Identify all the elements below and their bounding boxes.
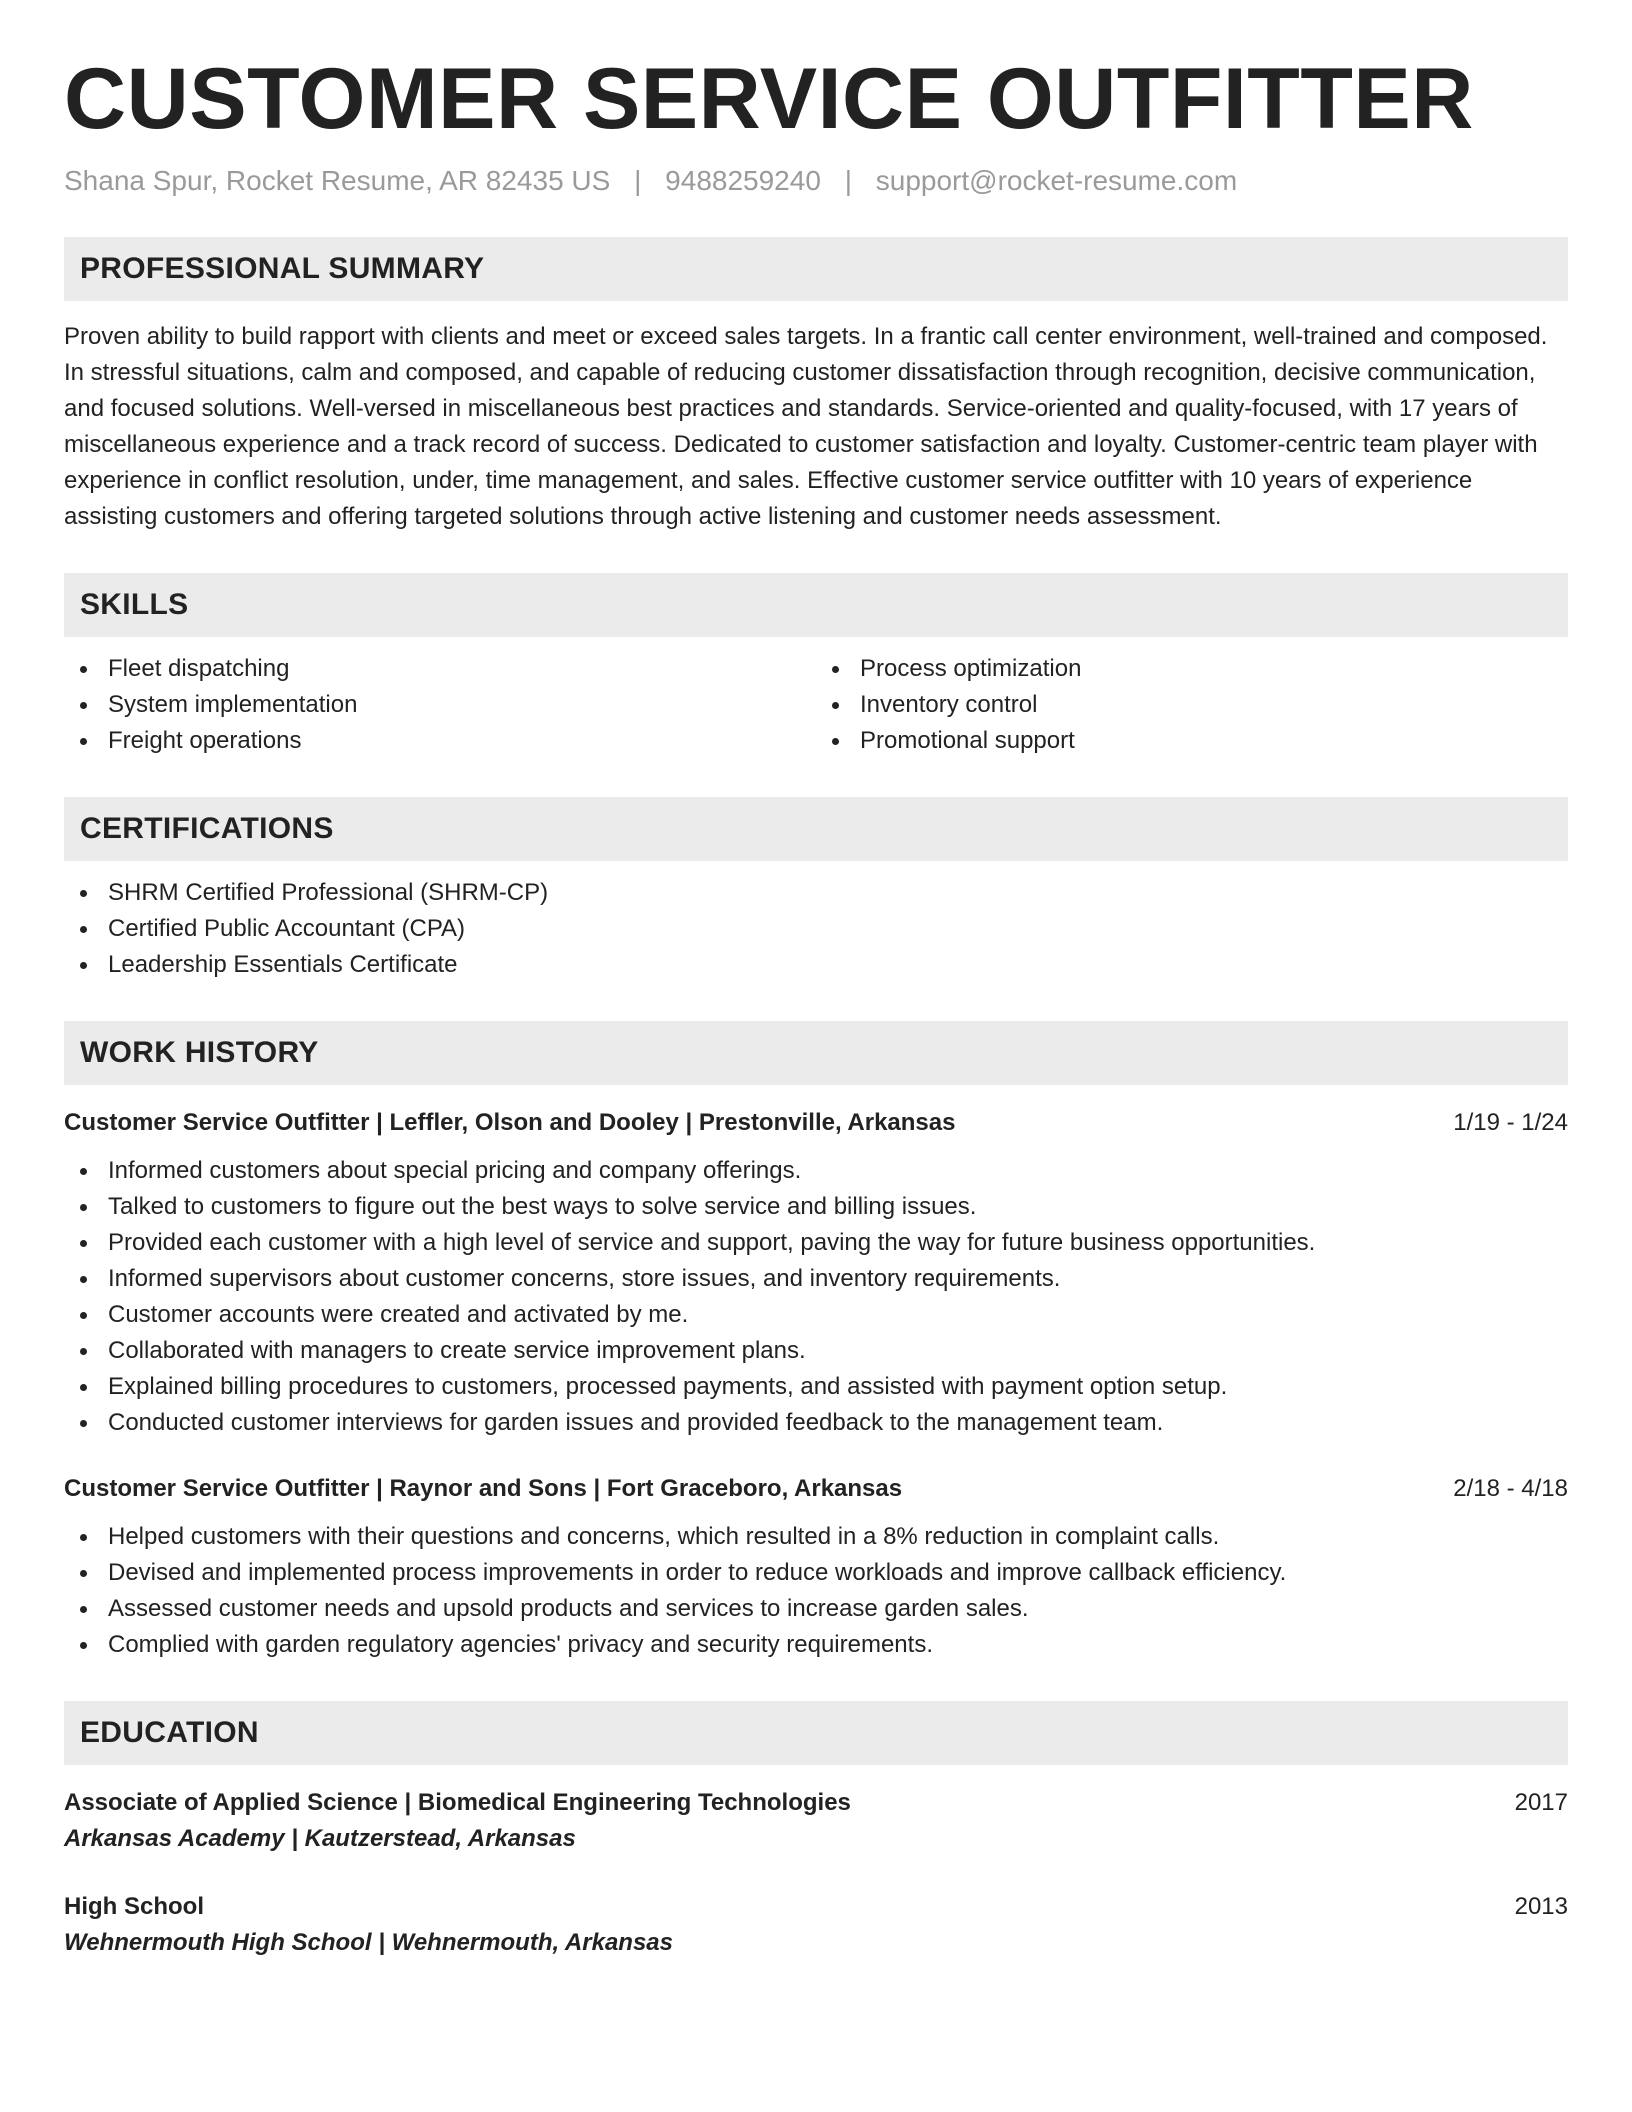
- contact-separator: |: [634, 164, 642, 196]
- education-school: Wehnermouth High School | Wehnermouth, Arkansas: [64, 1928, 673, 1956]
- job-duty: Conducted customer interviews for garden issues and provided feedback to the management team.: [64, 1405, 1568, 1441]
- skill-item: Process optimization: [816, 651, 1568, 687]
- certification-item: SHRM Certified Professional (SHRM-CP): [64, 875, 1568, 911]
- education-school: Arkansas Academy | Kautzerstead, Arkansas: [64, 1824, 576, 1852]
- certification-item: Certified Public Accountant (CPA): [64, 911, 1568, 947]
- resume-title: CUSTOMER SERVICE OUTFITTER: [64, 51, 1474, 147]
- section-header-work-history: WORK HISTORY: [64, 1021, 1568, 1085]
- job-title: Customer Service Outfitter | Raynor and Sons | Fort Graceboro, Arkansas: [64, 1474, 903, 1502]
- job-duty: Informed customers about special pricing and company offerings.: [64, 1153, 1568, 1189]
- job-duty: Customer accounts were created and activated by me.: [64, 1297, 1568, 1333]
- job-header: [64, 1471, 1568, 1507]
- section-header-summary: PROFESSIONAL SUMMARY: [64, 237, 1568, 301]
- skills-list: [64, 637, 1568, 759]
- section-header-skills: SKILLS: [64, 573, 1568, 637]
- education-header: [64, 1785, 1568, 1821]
- contact-separator: |: [844, 164, 852, 196]
- certifications-list: [64, 875, 1568, 983]
- job-duty: Helped customers with their questions and concerns, which resulted in a 8% reduction in complaint calls.: [64, 1519, 1568, 1555]
- job-duty: Informed supervisors about customer concerns, store issues, and inventory requirements.: [64, 1261, 1568, 1297]
- job-duty: Provided each customer with a high level of service and support, paving the way for future business opportunities.: [64, 1225, 1568, 1261]
- contact-line: [64, 163, 1568, 199]
- education-entry: [64, 1889, 1568, 1961]
- section-header-education: EDUCATION: [64, 1701, 1568, 1765]
- skill-item: Promotional support: [816, 723, 1568, 759]
- education-degree: Associate of Applied Science | Biomedical Engineering Technologies: [64, 1788, 851, 1816]
- skill-item: Inventory control: [816, 687, 1568, 723]
- contact-phone: 9488259240: [665, 164, 821, 196]
- job-title: Customer Service Outfitter | Leffler, Olson and Dooley | Prestonville, Arkansas: [64, 1108, 956, 1136]
- contact-email: support@rocket-resume.com: [875, 164, 1238, 196]
- education-entry: [64, 1785, 1568, 1857]
- job-duties-list: [64, 1153, 1568, 1441]
- certification-item: Leadership Essentials Certificate: [64, 947, 1568, 983]
- job-duty: Devised and implemented process improvements in order to reduce workloads and improve callback efficiency.: [64, 1555, 1568, 1591]
- job-entry: [64, 1471, 1568, 1663]
- education-header: [64, 1889, 1568, 1925]
- education-year: 2013: [1514, 1892, 1568, 1920]
- job-duty: Collaborated with managers to create service improvement plans.: [64, 1333, 1568, 1369]
- job-duty: Assessed customer needs and upsold products and services to increase garden sales.: [64, 1591, 1568, 1627]
- education-degree: High School: [64, 1892, 204, 1920]
- section-header-certifications: CERTIFICATIONS: [64, 797, 1568, 861]
- skills-column-left: [64, 651, 816, 759]
- job-duty: Talked to customers to figure out the best ways to solve service and billing issues.: [64, 1189, 1568, 1225]
- job-dates: 2/18 - 4/18: [1453, 1474, 1568, 1502]
- skill-item: Freight operations: [64, 723, 816, 759]
- job-header: [64, 1105, 1568, 1141]
- job-entry: [64, 1105, 1568, 1441]
- job-duty: Explained billing procedures to customers, processed payments, and assisted with payment option setup.: [64, 1369, 1568, 1405]
- job-duties-list: [64, 1519, 1568, 1663]
- skill-item: System implementation: [64, 687, 816, 723]
- job-dates: 1/19 - 1/24: [1453, 1108, 1568, 1136]
- summary-text: Proven ability to build rapport with clients and meet or exceed sales targets. In a frantic call center environment, well-trained and composed. In stressful situations, calm and composed, and capable of reducing customer dissatisfaction through recognition, decisive communication, and focused solutions. Well-versed in miscellaneous best practices and standards. Service-oriented and quality-focused, with 17 years of miscellaneous experience and a track record of success. Dedicated to customer satisfaction and loyalty. Customer-centric team player with experience in conflict resolution, under, time management, and sales. Effective customer service outfitter with 10 years of experience assisting customers and offering targeted solutions through active listening and customer needs assessment.: [64, 322, 1548, 530]
- contact-address: Shana Spur, Rocket Resume, AR 82435 US: [64, 164, 611, 196]
- job-duty: Complied with garden regulatory agencies' privacy and security requirements.: [64, 1627, 1568, 1663]
- education-year: 2017: [1514, 1788, 1568, 1816]
- skill-item: Fleet dispatching: [64, 651, 816, 687]
- skills-column-right: [816, 651, 1568, 759]
